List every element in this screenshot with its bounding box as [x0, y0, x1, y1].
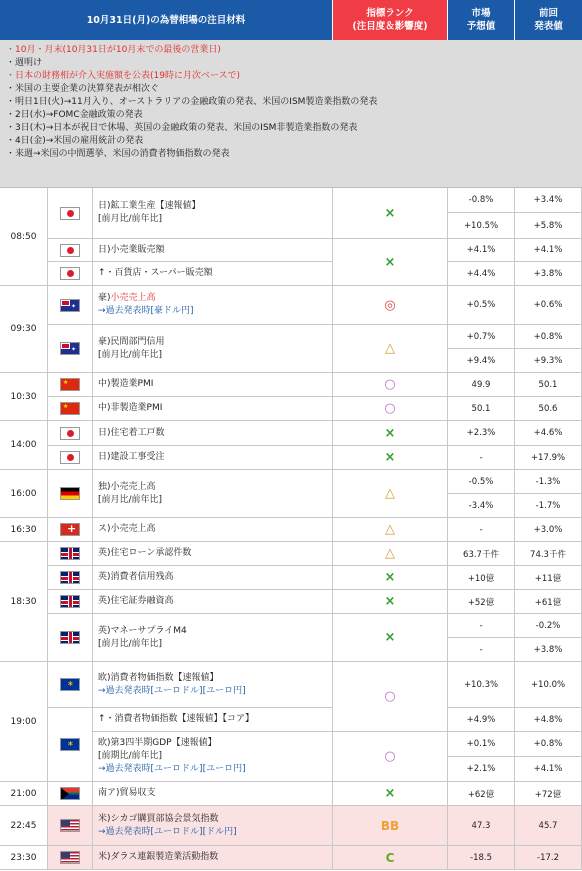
- forecast-value: -: [448, 638, 515, 662]
- previous-value: 50.1: [515, 373, 582, 397]
- flag-cell: [48, 286, 93, 325]
- jp-flag-icon: [60, 207, 80, 220]
- previous-value: 74.3千件: [515, 542, 582, 566]
- previous-value: 45.7: [515, 806, 582, 846]
- rank-mark: ×: [384, 630, 396, 645]
- flag-cell: [48, 846, 93, 870]
- previous-value: +3.8%: [515, 262, 582, 286]
- flag-cell: [48, 470, 93, 518]
- note-line: ・来週→米国の中間選挙、米国の消費者物価指数の発表: [6, 149, 230, 159]
- rank-cell: [333, 286, 448, 325]
- us-flag-icon: [60, 819, 80, 832]
- rank-cell: [333, 325, 448, 373]
- jp-flag-icon: [60, 244, 80, 257]
- indicator-name: 英)消費者信用残高: [93, 566, 333, 590]
- past-release-link[interactable]: →過去発表時[ユーロドル][ユーロ円]: [98, 685, 246, 696]
- rank-mark: ×: [384, 450, 396, 465]
- cn-flag-icon: [60, 402, 80, 415]
- rank-cell: [333, 542, 448, 566]
- rank-cell: [333, 446, 448, 470]
- previous-value: +0.6%: [515, 286, 582, 325]
- previous-value: -0.2%: [515, 614, 582, 638]
- forecast-value: -0.8%: [448, 188, 515, 213]
- previous-value: +3.4%: [515, 188, 582, 213]
- forecast-value: -: [448, 614, 515, 638]
- previous-value: +5.8%: [515, 213, 582, 239]
- previous-value: +4.8%: [515, 708, 582, 732]
- previous-value: 50.6: [515, 397, 582, 421]
- indicator-name: 中)非製造業PMI: [93, 397, 333, 421]
- forecast-value: +10.5%: [448, 213, 515, 239]
- forecast-value: +0.5%: [448, 286, 515, 325]
- forecast-value: -: [448, 518, 515, 542]
- flag-cell: [48, 542, 93, 566]
- previous-value: -1.7%: [515, 494, 582, 518]
- rank-cell: [333, 846, 448, 870]
- time-cell: 23:30: [0, 846, 48, 870]
- past-release-link[interactable]: →過去発表時[ユーロドル][ドル円]: [98, 826, 237, 837]
- indicator-name: 豪)小売売上高 →過去発表時[豪ドル円]: [93, 286, 333, 325]
- forecast-value: 49.9: [448, 373, 515, 397]
- rank-mark: ◎: [384, 297, 396, 313]
- indicator-name: 英)住宅証券融資高: [93, 590, 333, 614]
- rank-column-header: 指標ランク (注目度＆影響度): [333, 0, 448, 40]
- forecast-value: +62億: [448, 782, 515, 806]
- past-release-link[interactable]: →過去発表時[ユーロドル][ユーロ円]: [98, 764, 246, 774]
- indicator-name: 欧)消費者物価指数【速報値】 →過去発表時[ユーロドル][ユーロ円]: [93, 662, 333, 708]
- rank-mark: ×: [384, 425, 396, 441]
- flag-cell: [48, 325, 93, 373]
- rank-cell: [333, 732, 448, 782]
- rank-cell: [333, 188, 448, 239]
- forecast-value: 47.3: [448, 806, 515, 846]
- indicator-name: 日)小売業販売額: [93, 239, 333, 262]
- indicator-name: 日)住宅着工戸数: [93, 421, 333, 446]
- jp-flag-icon: [60, 267, 80, 280]
- previous-value: +9.3%: [515, 349, 582, 373]
- forecast-value: -3.4%: [448, 494, 515, 518]
- uk-flag-icon: [60, 631, 80, 644]
- rank-cell: [333, 518, 448, 542]
- forecast-value: +0.1%: [448, 732, 515, 757]
- rank-cell: [333, 239, 448, 286]
- time-cell: 14:00: [0, 421, 48, 470]
- flag-cell: [48, 614, 93, 662]
- cn-flag-icon: [60, 378, 80, 391]
- past-release-link[interactable]: →過去発表時[豪ドル円]: [98, 306, 194, 316]
- indicator-name: ス)小売売上高: [93, 518, 333, 542]
- jp-flag-icon: [60, 451, 80, 464]
- note-line: ・3日(木)→日本が祝日で休場、英国の金融政策の発表、米国のISM非製造業指数の発表: [6, 123, 358, 133]
- previous-column-header: 前回 発表値: [515, 0, 582, 40]
- note-line: ・2日(水)→FOMC金融政策の発表: [6, 110, 143, 120]
- forecast-value: -18.5: [448, 846, 515, 870]
- rank-mark: C: [385, 850, 395, 865]
- previous-value: +10.0%: [515, 662, 582, 708]
- note-line: ・明日1日(火)→11月入り、オーストラリアの金融政策の発表、米国のISM製造業指数の発表: [6, 97, 378, 107]
- eu-flag-icon: [60, 678, 80, 691]
- forecast-value: +2.3%: [448, 421, 515, 446]
- jp-flag-icon: [60, 427, 80, 440]
- indicator-name: 英)住宅ローン承認件数: [93, 542, 333, 566]
- flag-cell: [48, 188, 93, 239]
- indicator-name: 英)マネーサプライM4 [前月比/前年比]: [93, 614, 333, 662]
- indicator-name: 中)製造業PMI: [93, 373, 333, 397]
- previous-value: +61億: [515, 590, 582, 614]
- rank-mark: △: [385, 546, 395, 561]
- time-cell: 10:30: [0, 373, 48, 421]
- flag-cell: [48, 262, 93, 286]
- previous-value: +4.1%: [515, 239, 582, 262]
- us-flag-icon: [60, 851, 80, 864]
- indicator-name: 欧)第3四半期GDP【速報値】 [前期比/前年比] →過去発表時[ユーロドル][ユーロ円]: [93, 732, 333, 782]
- eu-flag-icon: [60, 738, 80, 751]
- previous-value: +17.9%: [515, 446, 582, 470]
- forecast-value: -: [448, 446, 515, 470]
- time-cell: 08:50: [0, 188, 48, 286]
- rank-cell: [333, 806, 448, 846]
- rank-cell: [333, 397, 448, 421]
- rank-mark: ×: [384, 205, 396, 221]
- flag-cell: [48, 662, 93, 708]
- forecast-value: +0.7%: [448, 325, 515, 349]
- flag-cell: [48, 421, 93, 446]
- rank-mark: △: [385, 486, 395, 501]
- ch-flag-icon: [60, 523, 80, 536]
- rank-cell: [333, 421, 448, 446]
- rank-cell: [333, 373, 448, 397]
- flag-cell: [48, 373, 93, 397]
- rank-mark: ○: [384, 749, 396, 764]
- note-line: ・日本の財務相が介入実施額を公表(19時に月次ベースで): [6, 71, 241, 81]
- time-cell: 16:00: [0, 470, 48, 518]
- indicator-name: ↑・百貨店・スーパー販売額: [93, 262, 333, 286]
- forecast-value: +52億: [448, 590, 515, 614]
- indicator-name: 独)小売売上高 [前月比/前年比]: [93, 470, 333, 518]
- flag-cell: [48, 518, 93, 542]
- forecast-value: 63.7千件: [448, 542, 515, 566]
- forecast-value: 50.1: [448, 397, 515, 421]
- flag-cell: [48, 708, 93, 782]
- previous-value: +3.8%: [515, 638, 582, 662]
- rank-mark: BB: [380, 818, 400, 833]
- flag-cell: [48, 446, 93, 470]
- forecast-value: +4.4%: [448, 262, 515, 286]
- time-cell: 22:45: [0, 806, 48, 846]
- indicator-name: ↑・消費者物価指数【速報値】【コア】: [93, 708, 333, 732]
- rank-mark: ×: [384, 786, 396, 801]
- flag-cell: [48, 590, 93, 614]
- rank-cell: [333, 782, 448, 806]
- rank-cell: [333, 590, 448, 614]
- previous-value: +72億: [515, 782, 582, 806]
- uk-flag-icon: [60, 571, 80, 584]
- rank-cell: [333, 614, 448, 662]
- forecast-value: +9.4%: [448, 349, 515, 373]
- forecast-value: -0.5%: [448, 470, 515, 494]
- flag-cell: [48, 239, 93, 262]
- uk-flag-icon: [60, 595, 80, 608]
- previous-value: +11億: [515, 566, 582, 590]
- note-line: ・4日(金)→米国の雇用統計の発表: [6, 136, 144, 146]
- flag-cell: [48, 806, 93, 846]
- previous-value: +0.8%: [515, 732, 582, 757]
- rank-mark: ○: [384, 689, 396, 704]
- indicator-name: 日)鉱工業生産【速報値】 [前月比/前年比]: [93, 188, 333, 239]
- previous-value: -17.2: [515, 846, 582, 870]
- previous-value: -1.3%: [515, 470, 582, 494]
- za-flag-icon: [60, 787, 80, 800]
- rank-mark: ×: [384, 570, 396, 585]
- indicator-name: 米)ダラス連銀製造業活動指数: [93, 846, 333, 870]
- note-line: ・米国の主要企業の決算発表が相次ぐ: [6, 84, 160, 94]
- previous-value: +4.1%: [515, 757, 582, 782]
- rank-cell: [333, 662, 448, 732]
- rank-mark: ×: [384, 254, 396, 270]
- notes-panel: [0, 40, 582, 188]
- forecast-value: +4.1%: [448, 239, 515, 262]
- forecast-value: +4.9%: [448, 708, 515, 732]
- au-flag-icon: [60, 342, 80, 355]
- time-cell: 19:00: [0, 662, 48, 782]
- time-cell: 21:00: [0, 782, 48, 806]
- highlighted-indicator: 小売売上高: [110, 293, 156, 303]
- flag-cell: [48, 566, 93, 590]
- previous-value: +0.8%: [515, 325, 582, 349]
- indicator-name: 南ア)貿易収支: [93, 782, 333, 806]
- forecast-value: +2.1%: [448, 757, 515, 782]
- forecast-column-header: 市場 予想値: [448, 0, 515, 40]
- rank-mark: △: [385, 522, 395, 537]
- previous-value: +3.0%: [515, 518, 582, 542]
- indicator-name: 米)シカゴ購買部協会景気指数 →過去発表時[ユーロドル][ドル円]: [93, 806, 333, 846]
- flag-cell: [48, 782, 93, 806]
- rank-cell: [333, 470, 448, 518]
- de-flag-icon: [60, 487, 80, 500]
- note-line: ・週明け: [6, 58, 43, 68]
- indicator-name: 豪)民間部門信用 [前月比/前年比]: [93, 325, 333, 373]
- rank-mark: ×: [384, 594, 396, 609]
- indicator-name: 日)建設工事受注: [93, 446, 333, 470]
- rank-mark: ○: [384, 377, 396, 392]
- time-cell: 09:30: [0, 286, 48, 373]
- uk-flag-icon: [60, 547, 80, 560]
- forecast-value: +10億: [448, 566, 515, 590]
- previous-value: +4.6%: [515, 421, 582, 446]
- time-cell: 16:30: [0, 518, 48, 542]
- flag-cell: [48, 397, 93, 421]
- rank-mark: ○: [384, 401, 396, 416]
- au-flag-icon: [60, 299, 80, 312]
- rank-cell: [333, 566, 448, 590]
- time-cell: 18:30: [0, 542, 48, 662]
- page-title: 10月31日(月)の為替相場の注目材料: [0, 0, 333, 40]
- rank-mark: △: [385, 341, 395, 356]
- forecast-value: +10.3%: [448, 662, 515, 708]
- note-line: ・10月・月末(10月31日が10月末での最後の営業日): [6, 45, 221, 55]
